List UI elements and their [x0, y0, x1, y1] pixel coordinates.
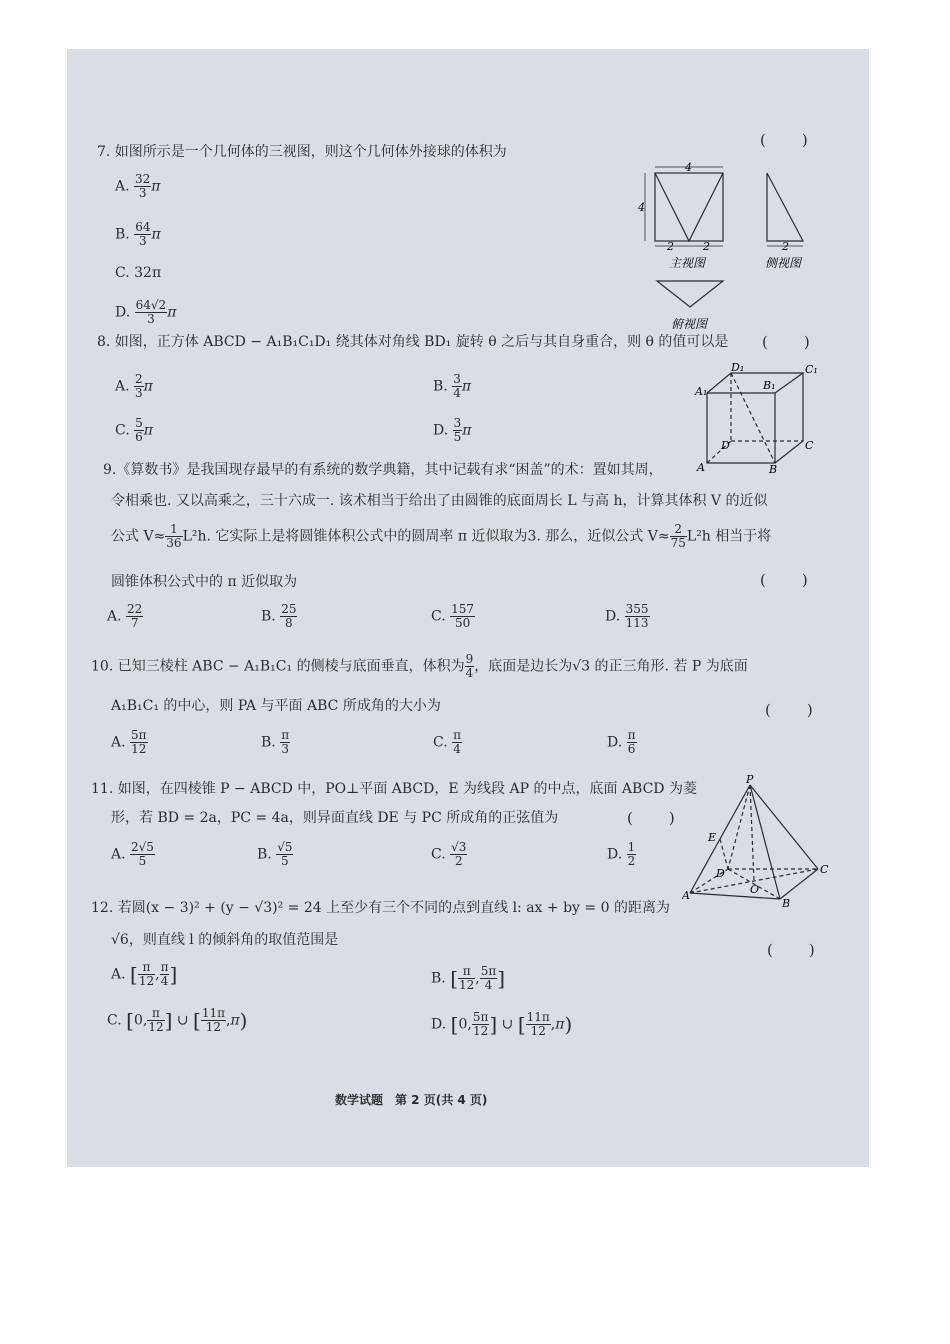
- q12-option-b[interactable]: B. [ $\frac{\pi}{12}$ , $\frac{5\pi}{4}$ ]: [431, 964, 506, 992]
- q8-option-a[interactable]: A. $\frac{2}{3}$ π: [115, 372, 153, 400]
- cube-label-b: B: [769, 463, 778, 474]
- q12-answer-paren: ( ): [767, 941, 817, 959]
- fraction: $\frac{\pi}{12}$: [148, 1006, 164, 1034]
- fraction: $\frac{32}{3}$: [135, 172, 151, 200]
- top-view-label: 俯视图: [671, 317, 708, 331]
- fraction: $\frac{9}{4}$: [465, 652, 474, 680]
- q12-option-c[interactable]: C. [0, $\frac{\pi}{12}$ ] ∪ [ $\frac{11\pi}{12}$ ,π): [107, 1006, 248, 1034]
- fraction: $\frac{\pi}{3}$: [281, 728, 290, 756]
- q11-option-c[interactable]: C. $\frac{√3}{2}$: [431, 840, 467, 868]
- fraction: $\frac{22}{7}$: [127, 602, 143, 630]
- fraction: $\frac{5\pi}{12}$: [131, 728, 147, 756]
- q11-option-b[interactable]: B. $\frac{√5}{5}$: [257, 840, 293, 868]
- q12-line-2: √6，则直线 l 的倾斜角的取值范围是: [111, 932, 339, 948]
- cube-label-a1: A₁: [695, 385, 708, 398]
- fraction: $\frac{\pi}{12}$: [459, 964, 475, 992]
- fraction: $\frac{\pi}{4}$: [160, 960, 169, 988]
- q8-option-b[interactable]: B. $\frac{3}{4}$ π: [433, 372, 472, 400]
- fraction: $\frac{2√5}{5}$: [131, 840, 154, 868]
- pyramid-label-b: B: [782, 897, 791, 910]
- q7-stem: 7. 如图所示是一个几何体的三视图，则这个几何体外接球的体积为: [97, 144, 507, 160]
- q8-cube-figure: [687, 359, 827, 474]
- q9-option-b[interactable]: B. $\frac{25}{8}$: [261, 602, 297, 630]
- q12-option-a[interactable]: A. [ $\frac{\pi}{12}$ , $\frac{\pi}{4}$ ]: [111, 960, 178, 988]
- q8-stem: 8. 如图，正方体 ABCD − A₁B₁C₁D₁ 绕其体对角线 BD₁ 旋转 θ 之后与其自身重合，则 θ 的值可以是: [97, 334, 729, 350]
- fraction: $\frac{\pi}{6}$: [627, 728, 636, 756]
- q7-option-c[interactable]: C. 32π: [115, 265, 162, 281]
- q11-option-d[interactable]: D. $\frac{1}{2}$: [607, 840, 636, 868]
- q9-answer-paren: ( ): [760, 571, 810, 589]
- q9-option-c[interactable]: C. $\frac{157}{50}$: [431, 602, 475, 630]
- cube-label-d1: D₁: [731, 361, 745, 374]
- q7-answer-paren: ( ): [760, 131, 810, 149]
- q10-answer-paren: ( ): [765, 701, 815, 719]
- front-bottom-left-dim: 2: [667, 240, 674, 253]
- fraction: $\frac{64}{3}$: [135, 220, 151, 248]
- pyramid-label-a: A: [682, 889, 690, 902]
- q10-option-a[interactable]: A. $\frac{5\pi}{12}$: [111, 728, 147, 756]
- fraction: $\frac{1}{36}$: [166, 522, 182, 550]
- pyramid-label-d: D: [716, 867, 725, 880]
- side-view-label: 侧视图: [765, 256, 802, 270]
- cube-label-a: A: [697, 461, 705, 474]
- cube-label-b1: B₁: [763, 379, 776, 392]
- cube-label-d: D: [721, 439, 730, 452]
- q9-line-4: 圆锥体积公式中的 π 近似取为: [111, 574, 298, 590]
- q10-option-c[interactable]: C. $\frac{\pi}{4}$: [433, 728, 462, 756]
- q12-option-d[interactable]: D. [0, $\frac{5\pi}{12}$ ] ∪ [ $\frac{11\pi}{12}$ ,π): [431, 1010, 573, 1038]
- q8-option-c[interactable]: C. $\frac{5}{6}$ π: [115, 416, 153, 444]
- cube-label-c1: C₁: [805, 363, 818, 376]
- q9-line-1: 9.《算数书》是我国现存最早的有系统的数学典籍，其中记载有求“困盖”的术：置如其周，: [103, 462, 663, 478]
- q7-three-view-figure: [637, 157, 827, 337]
- q8-answer-paren: ( ): [762, 333, 812, 351]
- q9-option-a[interactable]: A. $\frac{22}{7}$: [107, 602, 143, 630]
- q11-line-2: 形，若 BD = 2a，PC = 4a，则异面直线 DE 与 PC 所成角的正弦值为: [111, 810, 559, 826]
- q10-option-b[interactable]: B. $\frac{\pi}{3}$: [261, 728, 290, 756]
- fraction: $\frac{√3}{2}$: [451, 840, 467, 868]
- fraction: $\frac{3}{4}$: [453, 372, 461, 400]
- front-top-dim: 4: [685, 161, 692, 174]
- front-side-dim: 4: [638, 201, 645, 214]
- fraction: $\frac{2}{3}$: [135, 372, 143, 400]
- q9-line-3: 公式 V≈ $\frac{1}{36}$ L²h. 它实际上是将圆锥体积公式中的圆周率 π 近似取为3. 那么，近似公式 V≈ $\frac{2}{75}$ L²h 相当于将: [111, 522, 772, 550]
- pyramid-label-e: E: [708, 831, 717, 844]
- side-view: [767, 173, 803, 246]
- fraction: $\frac{157}{50}$: [451, 602, 475, 630]
- cube-label-c: C: [805, 439, 814, 452]
- fraction: $\frac{25}{8}$: [281, 602, 297, 630]
- pyramid-label-p: P: [746, 773, 754, 786]
- fraction: $\frac{5}{6}$: [135, 416, 143, 444]
- page-footer: 数学试题 第 2 页(共 4 页): [335, 1093, 488, 1107]
- q11-line-1: 11. 如图，在四棱锥 P − ABCD 中，PO⊥平面 ABCD，E 为线段 AP 的中点，底面 ABCD 为菱: [91, 781, 697, 797]
- front-view-label: 主视图: [669, 256, 706, 270]
- q10-line-1: 10. 已知三棱柱 ABC − A₁B₁C₁ 的侧棱与底面垂直，体积为 $\frac{9}{4}$ ，底面是边长为√3 的正三角形. 若 P 为底面: [91, 652, 748, 680]
- q11-answer-paren: ( ): [627, 809, 677, 827]
- q12-line-1: 12. 若圆(x − 3)² + (y − √3)² = 24 上至少有三个不同的点到直线 l: ax + by = 0 的距离为: [91, 900, 670, 916]
- fraction: $\frac{√5}{5}$: [277, 840, 293, 868]
- q9-option-d[interactable]: D. $\frac{355}{113}$: [605, 602, 649, 630]
- q7-option-d[interactable]: D. $\frac{64√2}{3}$ π: [115, 298, 177, 326]
- fraction: $\frac{1}{2}$: [627, 840, 636, 868]
- fraction: $\frac{\pi}{12}$: [138, 960, 155, 988]
- fraction: $\frac{\pi}{4}$: [453, 728, 462, 756]
- fraction: $\frac{5\pi}{4}$: [480, 964, 497, 992]
- q9-line-2: 令相乘也. 又以高乘之，三十六成一. 该术相当于给出了由圆锥的底面周长 L 与高 h，计算其体积 V 的近似: [111, 493, 768, 509]
- fraction: $\frac{64√2}{3}$: [135, 298, 167, 326]
- q7-option-a[interactable]: A. $\frac{32}{3}$ π: [115, 172, 161, 200]
- fraction: $\frac{11\pi}{12}$: [201, 1006, 226, 1034]
- top-view: [657, 281, 723, 307]
- q10-option-d[interactable]: D. $\frac{\pi}{6}$: [607, 728, 636, 756]
- front-view: [645, 167, 723, 246]
- fraction: $\frac{5\pi}{12}$: [472, 1010, 489, 1038]
- pyramid-label-o: O: [750, 883, 760, 896]
- fraction: $\frac{2}{75}$: [670, 522, 686, 550]
- fraction: $\frac{355}{113}$: [625, 602, 649, 630]
- q8-option-d[interactable]: D. $\frac{3}{5}$ π: [433, 416, 472, 444]
- pyramid-label-c: C: [820, 863, 829, 876]
- side-bottom-dim: 2: [782, 240, 789, 253]
- q7-option-b[interactable]: B. $\frac{64}{3}$ π: [115, 220, 161, 248]
- fraction: $\frac{11\pi}{12}$: [526, 1010, 550, 1038]
- exam-page: [67, 49, 869, 1167]
- fraction: $\frac{3}{5}$: [453, 416, 462, 444]
- q10-line-2: A₁B₁C₁ 的中心，则 PA 与平面 ABC 所成角的大小为: [111, 698, 441, 714]
- q11-option-a[interactable]: A. $\frac{2√5}{5}$: [111, 840, 154, 868]
- front-bottom-right-dim: 2: [703, 240, 710, 253]
- q11-pyramid-figure: [682, 773, 832, 913]
